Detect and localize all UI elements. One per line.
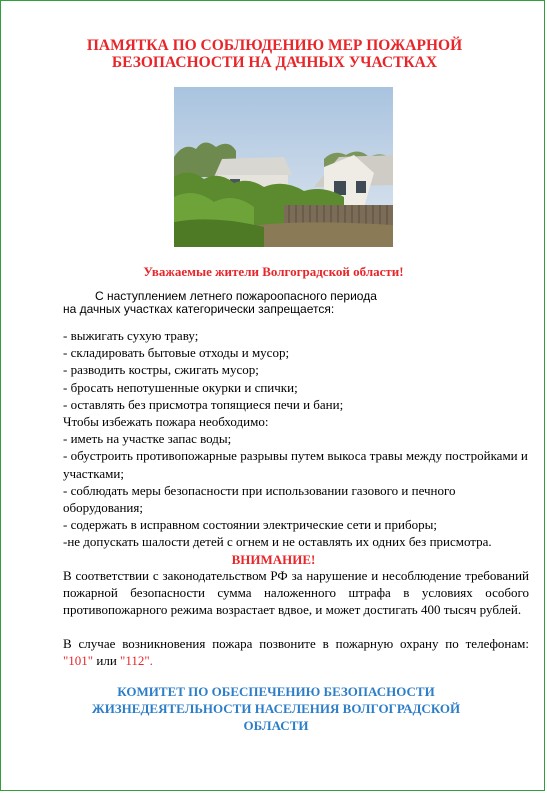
list-item: - оставлять без присмотра топящиеся печи и бани; [63,396,344,412]
list-item: - разводить костры, сжигать мусор; [63,362,259,378]
list-item: - содержать в исправном состоянии электрические сети и приборы; [63,517,437,533]
list-item: - выжигать сухую траву; [63,328,199,343]
dacha-photo [174,87,393,247]
committee-signature: КОМИТЕТ ПО ОБЕСПЕЧЕНИЮ БЕЗОПАСНОСТИ ЖИЗНЕДЕЯТЕЛЬНОСТИ НАСЕЛЕНИЯ ВОЛГОГРАДСКОЙ ОБЛАСТИ [91,684,461,733]
page-title: ПАМЯТКА ПО СОБЛЮДЕНИЮ МЕР ПОЖАРНОЙ БЕЗОПАСНОСТИ НА ДАЧНЫХ УЧАСТКАХ [86,37,463,71]
phone-101: "101" [63,653,94,669]
emergency-paragraph [63,635,529,669]
phone-connector: или [93,653,121,669]
phone-112: "112". [120,653,153,669]
greeting-heading: Уважаемые жители Волгоградской области! [143,264,404,279]
list-item: - обустроить противопожарные разрывы путем выкоса травы между постройками и участками; [63,448,528,481]
fine-paragraph: В соответствии с законодательством РФ за нарушение и несоблюдение требований пожарной безопасности сумма наложенного штрафа в условиях особого противопожарного режима возрастает вдвое, и может достигать 400 тысяч рублей. [63,568,529,618]
list-item: - иметь на участке запас воды; [63,431,232,447]
intro-line-1: С наступлением летнего пожароопасного периода [95,289,377,303]
intro-line-2: на дачных участках категорически запрещается: [63,301,335,316]
rules-list [63,327,533,551]
list-item: - бросать непотушенные окурки и спички; [63,379,298,395]
attention-heading: ВНИМАНИЕ! [231,552,316,567]
list-item: -не допускать шалости детей с огнем и не оставлять их одних без присмотра. [63,534,492,550]
list-item: - складировать бытовые отходы и мусор; [63,345,290,361]
list-item: Чтобы избежать пожара необходимо: [63,414,269,430]
list-item: - соблюдать меры безопасности при использовании газового и печного оборудования; [63,482,456,516]
emergency-text: В случае возникновения пожара позвоните в пожарную охрану по телефонам: [63,636,529,651]
village-houses-image [174,87,393,247]
intro-text [63,290,377,315]
